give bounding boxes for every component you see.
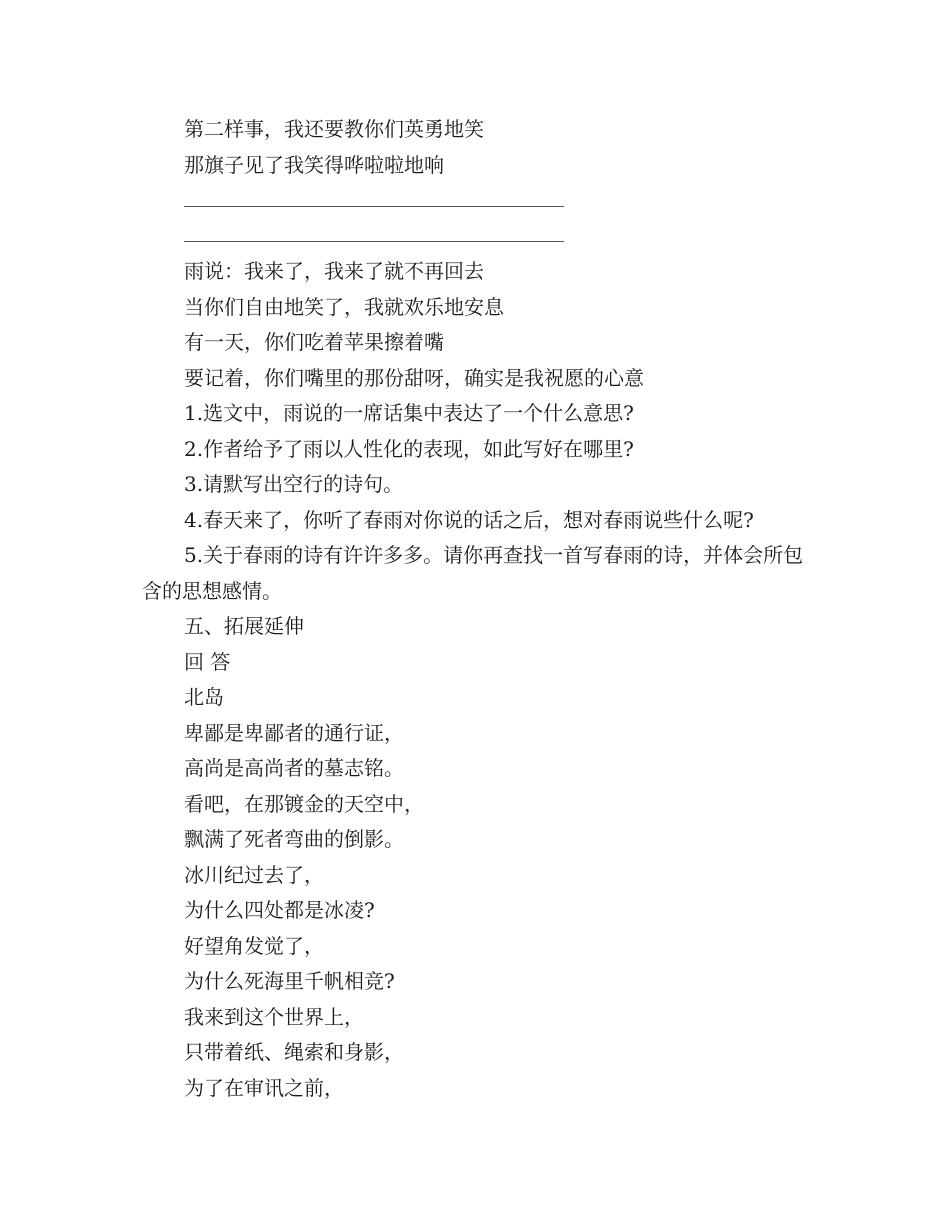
poem-author: 北岛 xyxy=(184,685,224,709)
poem-line: 飘满了死者弯曲的倒影。 xyxy=(184,827,404,851)
poem-line: 高尚是高尚者的墓志铭。 xyxy=(184,756,404,780)
poem-line: 为什么死海里千帆相竞? xyxy=(184,969,395,993)
poem-line: 为什么四处都是冰凌? xyxy=(184,898,375,922)
blank-fill-line xyxy=(184,206,564,207)
question-paragraph: 5.关于春雨的诗有许许多多。请你再查找一首写春雨的诗，并体会所包含的思想感情。 xyxy=(142,543,804,603)
poem-line: 只带着纸、绳索和身影， xyxy=(184,1040,404,1064)
poem-line: 我来到这个世界上， xyxy=(184,1004,364,1029)
poem-line: 有一天，你们吃着苹果擦着嘴 xyxy=(184,330,444,354)
poem-line: 那旗子见了我笑得哗啦啦地响 xyxy=(184,152,444,177)
poem-line: 要记着，你们嘴里的那份甜呀，确实是我祝愿的心意 xyxy=(184,365,644,390)
blank-line-row xyxy=(142,219,822,255)
blank-line-row xyxy=(142,183,822,219)
poem-title: 回 答 xyxy=(184,649,231,674)
poem-line: 卑鄙是卑鄙者的通行证， xyxy=(184,720,404,745)
poem-line: 看吧，在那镀金的天空中， xyxy=(184,791,424,816)
poem-line: 第二样事，我还要教你们英勇地笑 xyxy=(184,117,484,141)
blank-fill-line xyxy=(184,241,564,242)
poem-line: 当你们自由地笑了，我就欢乐地安息 xyxy=(184,294,504,319)
document-body xyxy=(142,112,822,1106)
poem-line: 雨说：我来了，我来了就不再回去 xyxy=(184,259,484,283)
question-line: 1.选文中，雨说的一席话集中表达了一个什么意思? xyxy=(184,401,634,425)
section-heading: 五、拓展延伸 xyxy=(184,614,304,638)
poem-line: 为了在审讯之前， xyxy=(184,1075,344,1100)
poem-line: 好望角发觉了， xyxy=(184,933,324,958)
question-line: 2.作者给予了雨以人性化的表现，如此写好在哪里? xyxy=(184,436,634,461)
poem-line: 冰川纪过去了， xyxy=(184,862,324,887)
question-line: 3.请默写出空行的诗句。 xyxy=(184,472,404,496)
question-line: 4.春天来了，你听了春雨对你说的话之后，想对春雨说些什么呢? xyxy=(184,507,754,532)
